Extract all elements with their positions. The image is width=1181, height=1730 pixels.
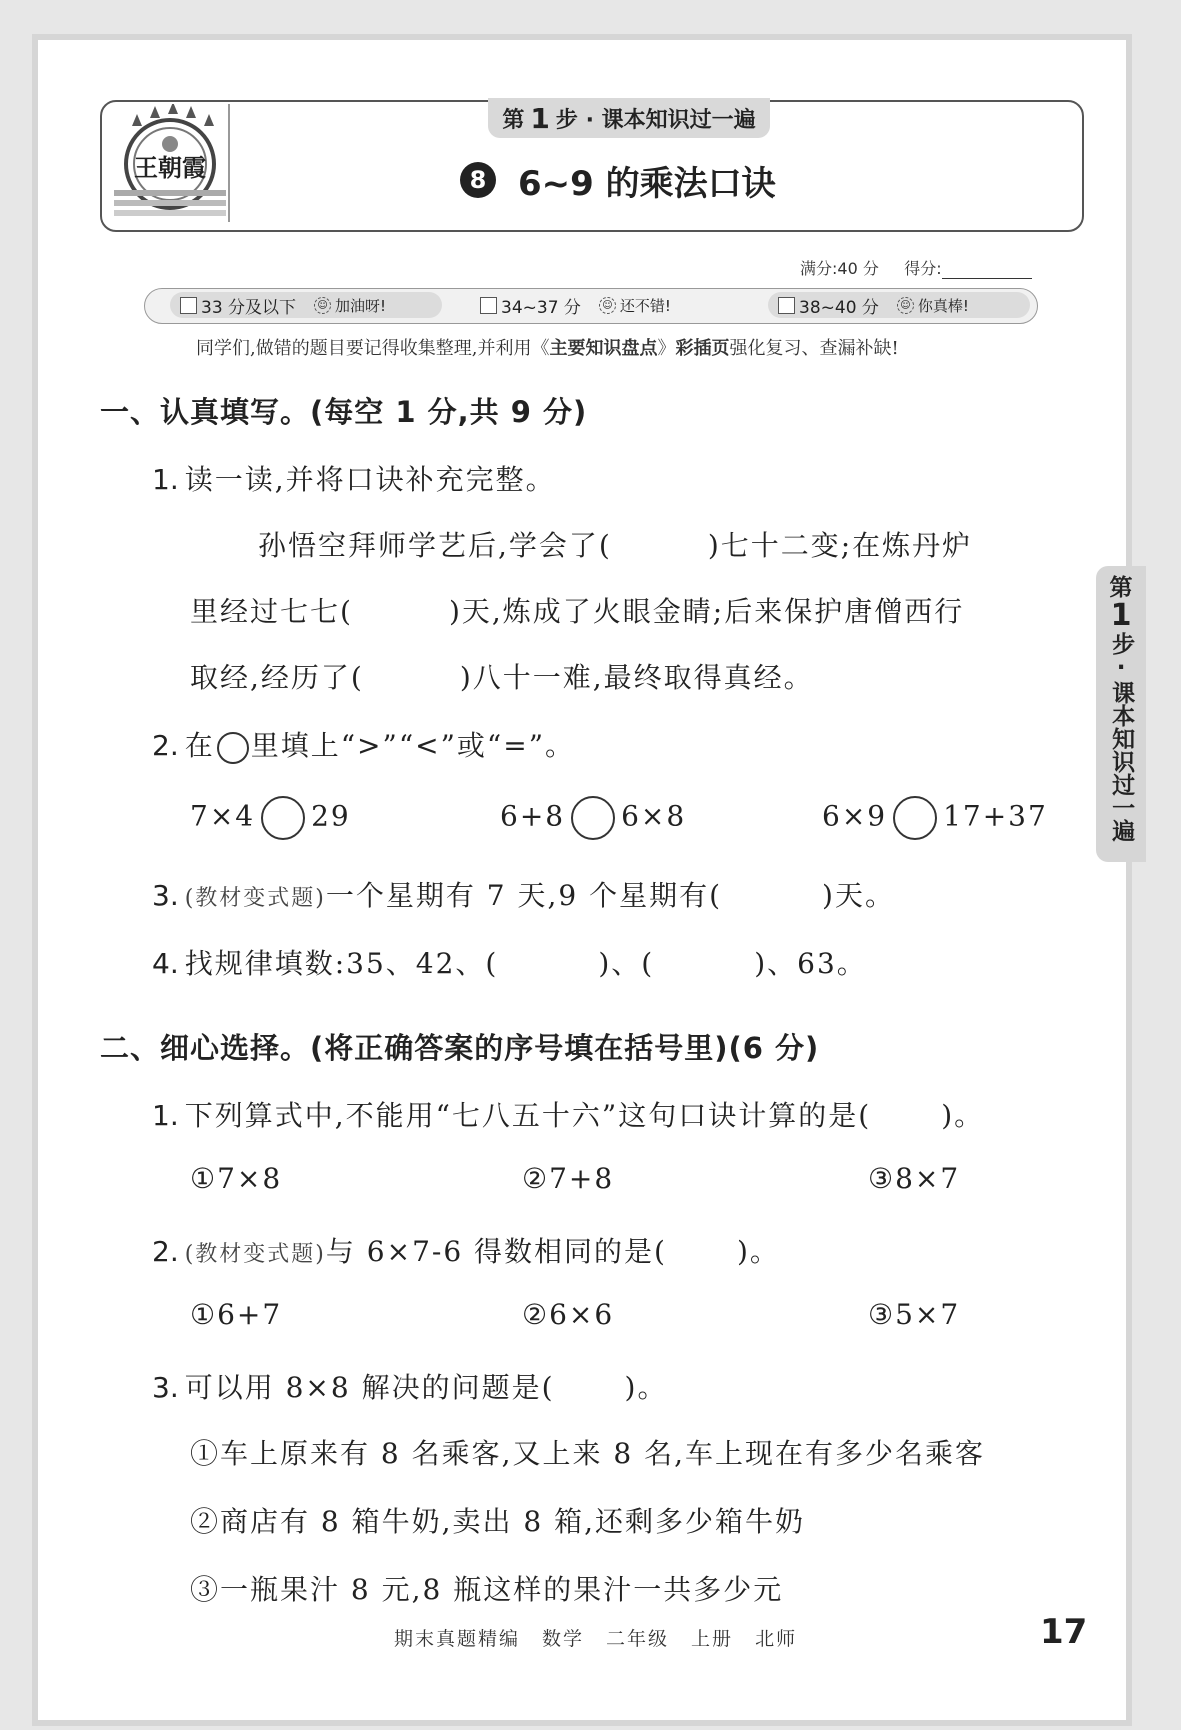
step-suffix: 步 · 课本知识过一遍 bbox=[555, 107, 756, 133]
smiley-icon: ☺ bbox=[897, 297, 914, 314]
smiley-icon: ☺ bbox=[599, 297, 616, 314]
passage-text: )八十一难,最终取得真经。 bbox=[459, 661, 814, 694]
compare-left: 6+8 bbox=[500, 799, 566, 833]
grade-comment: 你真棒! bbox=[917, 296, 969, 315]
s2-q2 bbox=[152, 1230, 780, 1270]
question-number: 4. bbox=[152, 947, 179, 980]
s2-q3-option-1: ①车上原来有 8 名乘客,又上来 8 名,车上现在有多少名乘客 bbox=[190, 1437, 986, 1470]
side-tab-text: 第 bbox=[1109, 575, 1133, 601]
question-tag: (教材变式题) bbox=[184, 1242, 326, 1267]
grade-comment: 加油呀! bbox=[335, 296, 387, 315]
circle-icon bbox=[217, 732, 249, 764]
s2-q2-option-2: ②6×6 bbox=[522, 1298, 615, 1331]
passage-text: )天,炼成了火眼金睛;后来保护唐僧西行 bbox=[448, 595, 965, 628]
grade-checkbox[interactable] bbox=[180, 297, 197, 314]
study-notice bbox=[196, 334, 899, 360]
passage-text: 取经,经历了( bbox=[190, 661, 364, 694]
step-number: 1 bbox=[530, 101, 550, 135]
full-score-label: 满分:40 分 bbox=[800, 259, 879, 278]
s2-q2-option-1: ①6+7 bbox=[190, 1298, 283, 1331]
footer-grade: 二年级 bbox=[606, 1628, 670, 1650]
footer-subject: 数学 bbox=[542, 1628, 585, 1650]
section1-title: 一、认真填写。(每空 1 分,共 9 分) bbox=[100, 395, 588, 429]
grade-range: 33 分及以下 bbox=[201, 297, 297, 318]
s1-q2 bbox=[152, 724, 575, 764]
question-text: 在 bbox=[184, 729, 215, 762]
question-text: )天。 bbox=[822, 879, 895, 912]
compare-right: 29 bbox=[311, 799, 351, 833]
notice-bold: 主要知识盘点 bbox=[549, 338, 658, 359]
compare-right: 17+37 bbox=[943, 799, 1048, 833]
passage-text: 里经过七七( bbox=[190, 595, 353, 628]
s1-q1 bbox=[152, 458, 556, 498]
s1-q1-line3 bbox=[190, 656, 814, 696]
question-number: 2. bbox=[152, 1235, 179, 1268]
section2-title: 二、细心选择。(将正确答案的序号填在括号里)(6 分) bbox=[100, 1031, 820, 1065]
lesson-title-text: 6~9 的乘法口诀 bbox=[518, 163, 776, 204]
score-label: 得分: bbox=[904, 259, 942, 278]
step-banner bbox=[488, 98, 770, 138]
footer-edition: 北师 bbox=[755, 1628, 798, 1650]
question-number: 1. bbox=[152, 463, 179, 496]
page-number: 17 bbox=[1040, 1612, 1088, 1652]
s1-q1-line1 bbox=[258, 524, 972, 564]
grade-checkbox[interactable] bbox=[480, 297, 497, 314]
lesson-title bbox=[460, 150, 776, 210]
question-text: )。 bbox=[736, 1235, 780, 1268]
question-text: )、( bbox=[598, 947, 655, 980]
grade-range: 34~37 分 bbox=[501, 297, 581, 318]
question-text: 下列算式中,不能用“七八五十六”这句口诀计算的是( bbox=[184, 1099, 872, 1132]
grade-segment-1 bbox=[170, 292, 442, 318]
grade-segment-3 bbox=[768, 292, 1030, 318]
page-footer bbox=[394, 1624, 819, 1651]
s2-q3-option-2: ②商店有 8 箱牛奶,卖出 8 箱,还剩多少箱牛奶 bbox=[190, 1505, 806, 1538]
s2-q2-option-3: ③5×7 bbox=[868, 1298, 961, 1331]
side-step-tab bbox=[1096, 566, 1146, 862]
s1-q3 bbox=[152, 874, 895, 914]
score-line bbox=[800, 256, 1032, 279]
passage-text: )七十二变;在炼丹炉 bbox=[707, 529, 973, 562]
compare-left: 6×9 bbox=[822, 799, 888, 833]
score-blank bbox=[942, 264, 1032, 279]
compare-item-2 bbox=[500, 796, 686, 840]
grade-range: 38~40 分 bbox=[799, 297, 879, 318]
s1-q1-line2 bbox=[190, 590, 964, 630]
publisher-logo bbox=[110, 104, 230, 222]
notice-text: 同学们,做错的题目要记得收集整理,并利用《 bbox=[196, 338, 550, 359]
s2-q1-option-1: ①7×8 bbox=[190, 1162, 283, 1195]
grade-checkbox[interactable] bbox=[778, 297, 795, 314]
footer-volume: 上册 bbox=[691, 1628, 734, 1650]
question-number: 1. bbox=[152, 1099, 179, 1132]
footer-book: 期末真题精编 bbox=[394, 1628, 521, 1650]
compare-left: 7×4 bbox=[190, 799, 256, 833]
question-number: 2. bbox=[152, 729, 179, 762]
question-text: )。 bbox=[624, 1371, 668, 1404]
s2-q1 bbox=[152, 1094, 984, 1134]
s2-q3-option-3: ③一瓶果汁 8 元,8 瓶这样的果汁一共多少元 bbox=[190, 1573, 784, 1606]
notice-bold: 彩插页 bbox=[675, 338, 730, 359]
question-text: 找规律填数:35、42、( bbox=[184, 947, 499, 980]
step-prefix: 第 bbox=[502, 107, 525, 133]
question-text: 一个星期有 7 天,9 个星期有( bbox=[325, 879, 723, 912]
question-text: 里填上“>”“<”或“=”。 bbox=[250, 729, 576, 762]
question-text: )、63。 bbox=[754, 947, 867, 980]
side-tab-number: 1 bbox=[1110, 598, 1132, 634]
logo-text: 王朝霞 bbox=[134, 153, 206, 182]
notice-text: 》 bbox=[657, 338, 676, 359]
passage-text: 孙悟空拜师学艺后,学会了( bbox=[258, 529, 612, 562]
grade-comment: 还不错! bbox=[619, 296, 671, 315]
compare-circle[interactable] bbox=[261, 796, 305, 840]
header-divider bbox=[228, 104, 230, 222]
question-number: 3. bbox=[152, 879, 179, 912]
notice-text: 强化复习、查漏补缺! bbox=[729, 338, 899, 359]
s2-q1-option-2: ②7+8 bbox=[522, 1162, 615, 1195]
smiley-icon: ☺ bbox=[314, 297, 331, 314]
compare-item-3 bbox=[822, 796, 1048, 840]
question-text: 与 6×7-6 得数相同的是( bbox=[325, 1235, 667, 1268]
question-tag: (教材变式题) bbox=[184, 886, 326, 911]
s2-q1-option-3: ③8×7 bbox=[868, 1162, 961, 1195]
grade-segment-2 bbox=[470, 292, 742, 318]
compare-right: 6×8 bbox=[621, 799, 687, 833]
question-text: )。 bbox=[941, 1099, 985, 1132]
question-text: 可以用 8×8 解决的问题是( bbox=[184, 1371, 555, 1404]
compare-circle[interactable] bbox=[571, 796, 615, 840]
compare-circle[interactable] bbox=[893, 796, 937, 840]
question-number: 3. bbox=[152, 1371, 179, 1404]
lesson-number-badge: 8 bbox=[460, 162, 496, 198]
side-tab-text: 步·课本知识过一遍 bbox=[1108, 631, 1135, 842]
s1-q4 bbox=[152, 942, 867, 982]
s2-q3 bbox=[152, 1366, 667, 1406]
compare-item-1 bbox=[190, 796, 351, 840]
question-text: 读一读,并将口诀补充完整。 bbox=[184, 463, 556, 496]
